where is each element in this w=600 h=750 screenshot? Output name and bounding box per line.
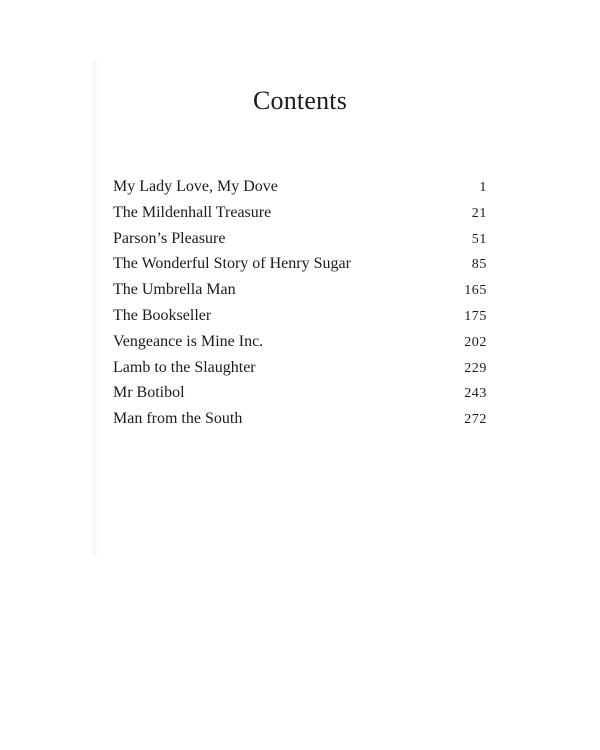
toc-entry-page-number: 243 bbox=[464, 386, 487, 402]
toc-entry bbox=[113, 406, 487, 432]
toc-entry-page-number: 272 bbox=[464, 412, 487, 428]
toc-entry-page-number: 165 bbox=[464, 283, 487, 299]
toc-entry-title: My Lady Love, My Dove bbox=[113, 178, 278, 195]
toc-entry bbox=[113, 329, 487, 355]
toc-entry-page-number: 21 bbox=[471, 205, 487, 221]
toc-entry bbox=[113, 226, 487, 252]
toc-entry bbox=[113, 174, 487, 200]
table-of-contents bbox=[113, 174, 487, 432]
toc-entry-page-number: 1 bbox=[479, 180, 487, 195]
toc-entry bbox=[113, 277, 487, 303]
page-shadow bbox=[93, 60, 101, 555]
toc-entry-title: The Mildenhall Treasure bbox=[113, 203, 272, 221]
toc-entry-page-number: 229 bbox=[464, 360, 487, 376]
toc-entry-page-number: 175 bbox=[464, 308, 487, 324]
toc-entry-page-number: 202 bbox=[464, 334, 487, 350]
toc-entry bbox=[113, 251, 487, 277]
toc-entry-page-number: 85 bbox=[471, 257, 487, 273]
toc-entry-title: Man from the South bbox=[113, 410, 243, 428]
toc-entry bbox=[113, 355, 487, 381]
toc-entry-title: The Bookseller bbox=[113, 306, 212, 324]
toc-entry-title: Vengeance is Mine Inc. bbox=[113, 332, 264, 350]
toc-entry-page-number: 51 bbox=[471, 231, 487, 247]
toc-entry-title: Mr Botibol bbox=[113, 384, 185, 402]
toc-entry bbox=[113, 303, 487, 329]
toc-entry-title: Parson’s Pleasure bbox=[113, 229, 226, 247]
toc-entry bbox=[113, 200, 487, 226]
toc-entry-title: Lamb to the Slaughter bbox=[113, 358, 256, 376]
toc-entry-title: The Wonderful Story of Henry Sugar bbox=[113, 255, 351, 273]
toc-entry bbox=[113, 380, 487, 406]
toc-entry-title: The Umbrella Man bbox=[113, 281, 236, 299]
contents-heading: Contents bbox=[252, 86, 348, 115]
